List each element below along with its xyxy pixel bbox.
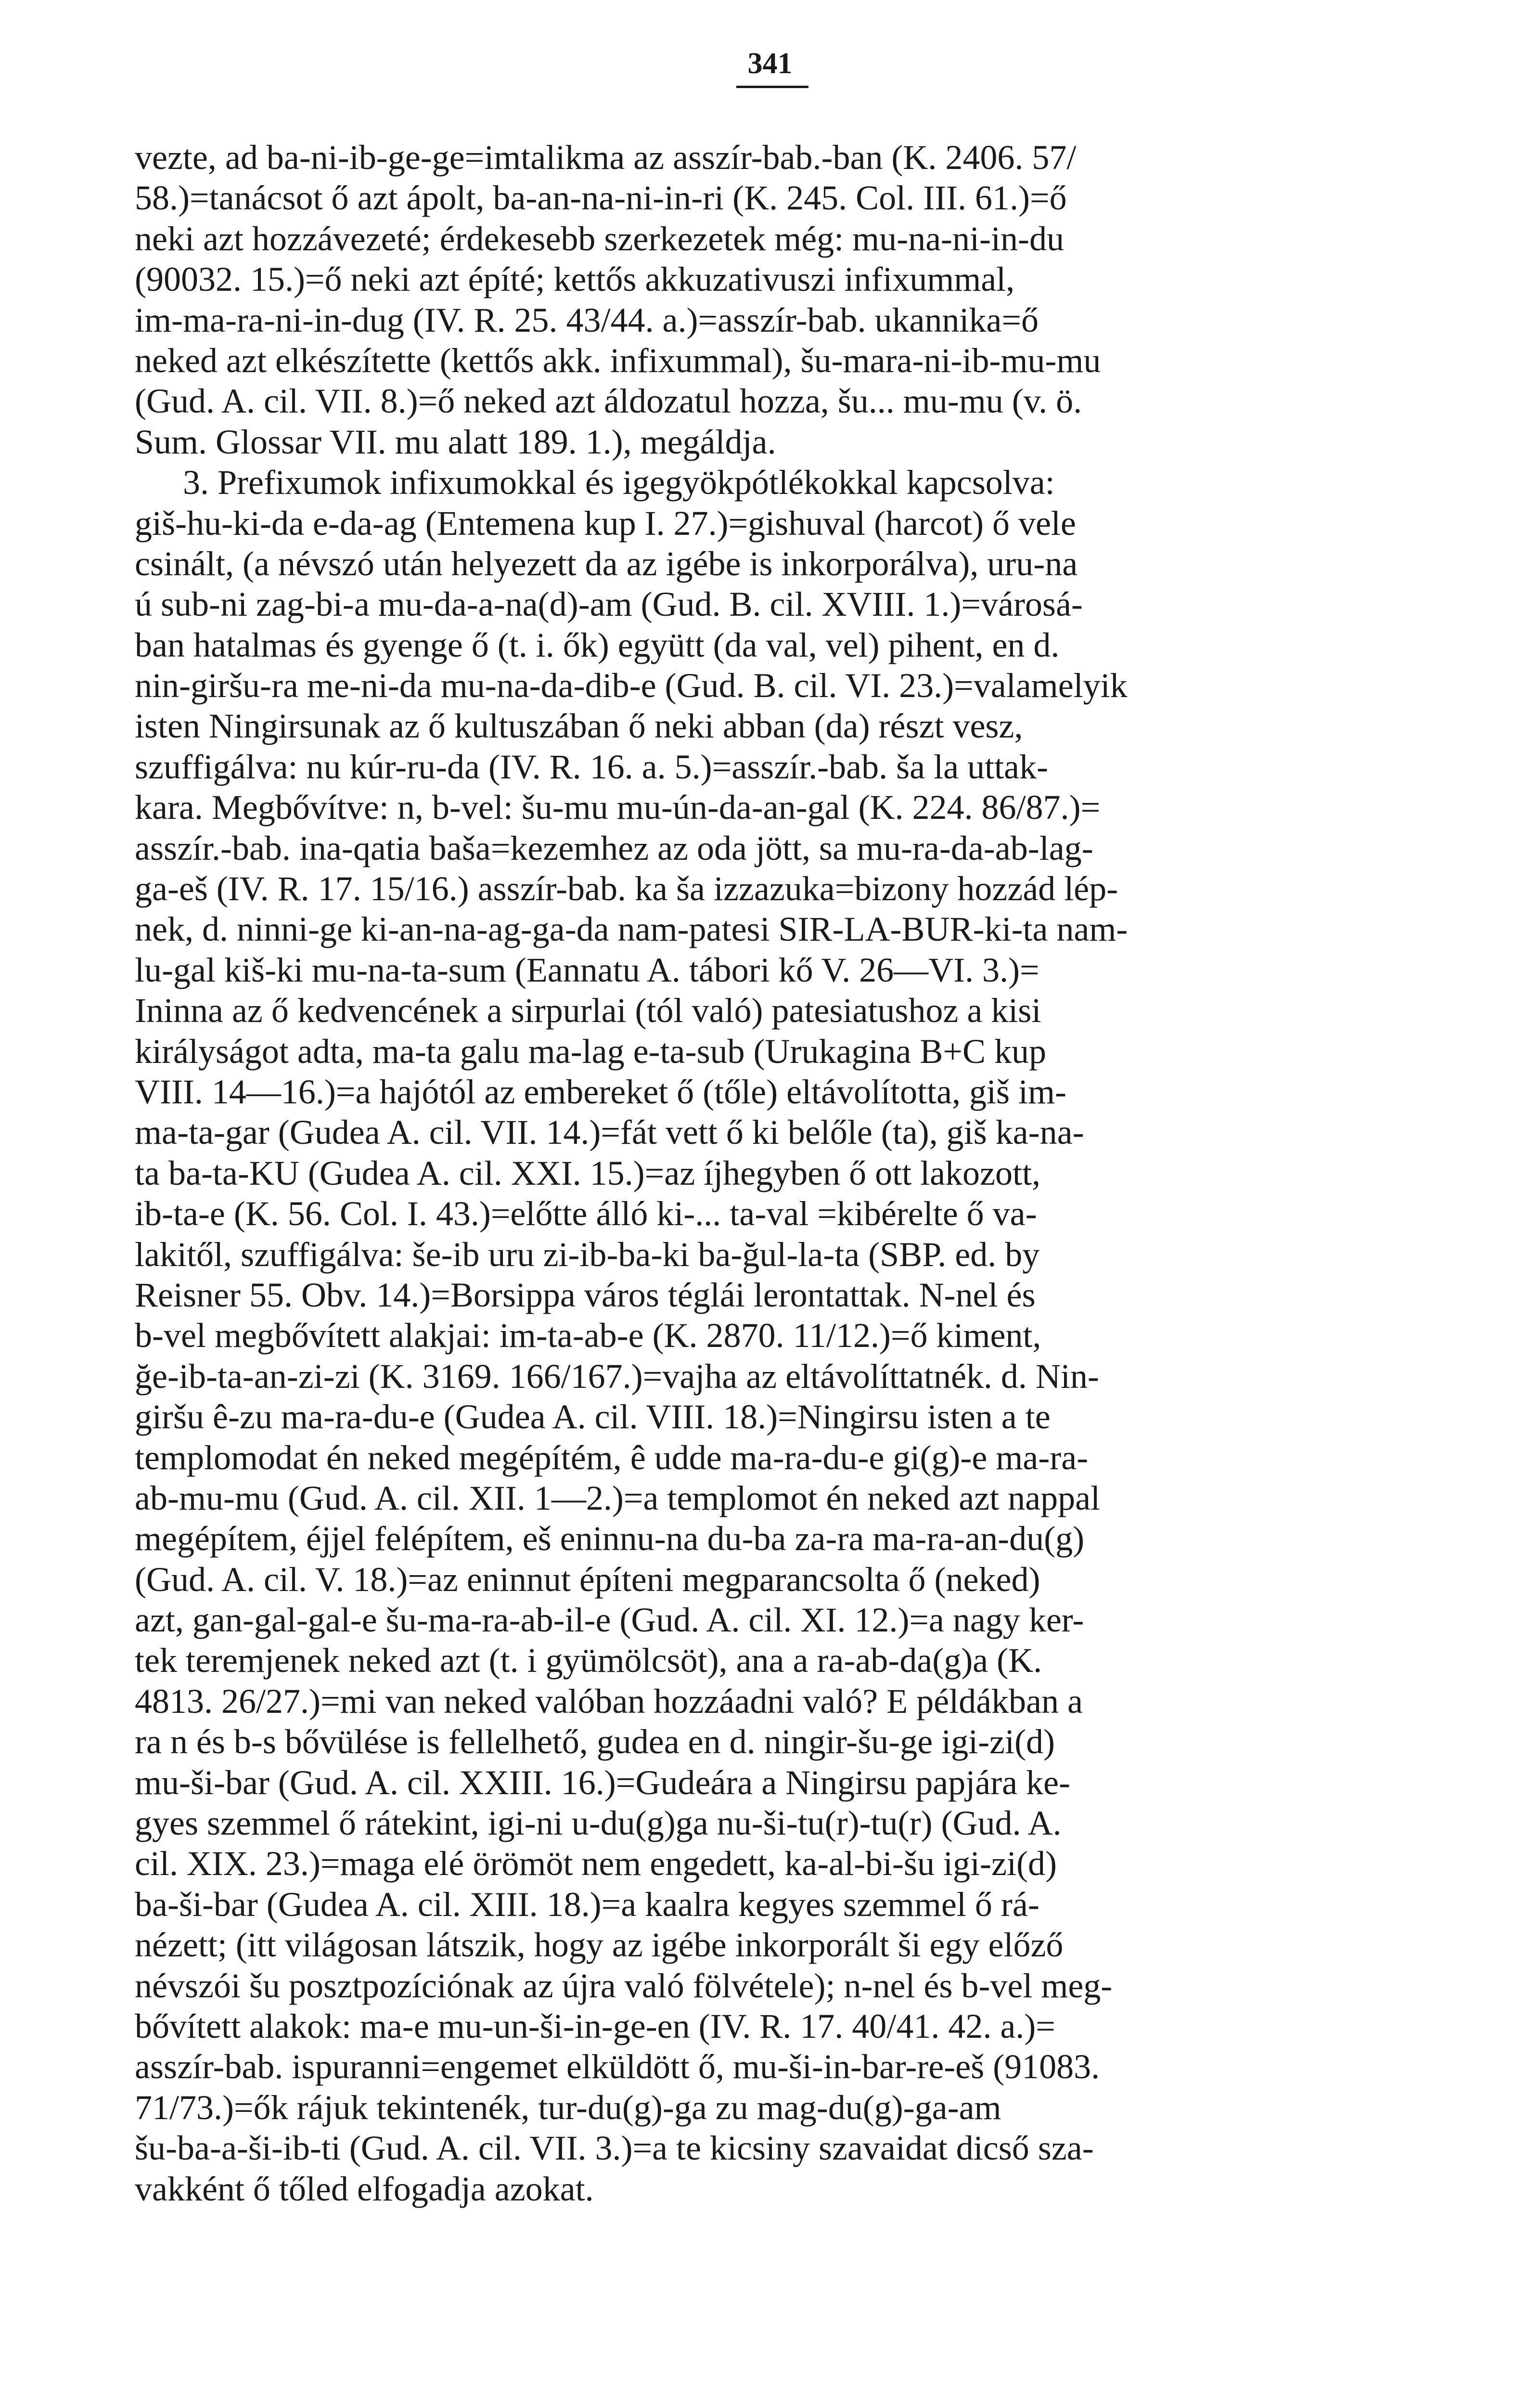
text-line: ğe-ib-ta-an-zi-zi (K. 3169. 166/167.)=vajha az eltávolíttatnék. d. Nin- [135, 1357, 1099, 1396]
text-line: nézett; (itt világosan látszik, hogy az igébe inkorporált ši egy előző [135, 1926, 1064, 1965]
text-line: ba-ši-bar (Gudea A. cil. XIII. 18.)=a kaalra kegyes szemmel ő rá- [135, 1885, 1040, 1924]
text-line [135, 2209, 1410, 2250]
text-line: Ininna az ő kedvencének a sirpurlai (tól való) patesiatushoz a kisi [135, 991, 1041, 1030]
text-line: mu-ši-bar (Gud. A. cil. XXIII. 16.)=Gudeára a Ningirsu papjára ke- [135, 1763, 1070, 1802]
text-line: 4813. 26/27.)=mi van neked valóban hozzáadni való? E példákban a [135, 1682, 1083, 1721]
text-line: b-vel megbővített alakjai: im-ta-ab-e (K. 2870. 11/12.)=ő kiment, [135, 1316, 1041, 1355]
text-line: ta ba-ta-KU (Gudea A. cil. XXI. 15.)=az íjhegyben ő ott lakozott, [135, 1153, 1041, 1192]
text-line: im-ma-ra-ni-in-dug (IV. R. 25. 43/44. a.)=asszír-bab. ukannika=ő [135, 300, 1039, 339]
text-line: Reisner 55. Obv. 14.)=Borsippa város téglái lerontattak. N-nel és [135, 1275, 1036, 1314]
page-number: 341 [747, 47, 793, 80]
text-line: szuffigálva: nu kúr-ru-da (IV. R. 16. a. 5.)=asszír.-bab. ša la uttak- [135, 747, 1048, 786]
text-line: giš-hu-ki-da e-da-ag (Entemena kup I. 27.)=gishuval (harcot) ő vele [135, 504, 1076, 543]
text-line: névszói šu posztpozíciónak az újra való fölvétele); n-nel és b-vel meg- [135, 1966, 1113, 2005]
text-line: lakitől, szuffigálva: še-ib uru zi-ib-ba-ki ba-ğul-la-ta (SBP. ed. by [135, 1235, 1040, 1274]
text-line: (Gud. A. cil. V. 18.)=az eninnut építeni megparancsolta ő (neked) [135, 1560, 1040, 1599]
text-line: šu-ba-a-ši-ib-ti (Gud. A. cil. VII. 3.)=a te kicsiny szavaidat dicső sza- [135, 2129, 1094, 2168]
text-line: nin-giršu-ra me-ni-da mu-na-da-dib-e (Gud. B. cil. VI. 23.)=valamelyik [135, 666, 1128, 705]
text-line: asszír.-bab. ina-qatia baša=kezemhez az oda jött, sa mu-ra-da-ab-lag- [135, 828, 1093, 867]
text-line: ab-mu-mu (Gud. A. cil. XII. 1—2.)=a templomot én neked azt nappal [135, 1478, 1101, 1517]
text-line: giršu ê-zu ma-ra-du-e (Gudea A. cil. VIII. 18.)=Ningirsu isten a te [135, 1398, 1051, 1436]
text-line: neki azt hozzávezeté; érdekesebb szerkezetek még: mu-na-ni-in-du [135, 219, 1064, 258]
text-line: megépítem, éjjel felépítem, eš eninnu-na du-ba za-ra ma-ra-an-du(g) [135, 1519, 1085, 1558]
text-line: kara. Megbővítve: n, b-vel: šu-mu mu-ún-da-an-gal (K. 224. 86/87.)= [135, 788, 1101, 827]
text-line: templomodat én neked megépítém, ê udde ma-ra-du-e gi(g)-e ma-ra- [135, 1438, 1089, 1477]
text-line: neked azt elkészítette (kettős akk. infixummal), šu-mara-ni-ib-mu-mu [135, 341, 1101, 380]
text-line: nek, d. ninni-ge ki-an-na-ag-ga-da nam-patesi SIR-LA-BUR-ki-ta nam- [135, 910, 1128, 949]
body-text [135, 137, 1410, 2250]
text-line: Sum. Glossar VII. mu alatt 189. 1.), megáldja. [135, 422, 776, 461]
text-line: (90032. 15.)=ő neki azt építé; kettős akkuzativuszi infixummal, [135, 260, 1015, 299]
text-line: ra n és b-s bővülése is fellelhető, gudea en d. ningir-šu-ge igi-zi(d) [135, 1722, 1055, 1761]
text-line: vakként ő tőled elfogadja azokat. [135, 2169, 594, 2208]
text-line: asszír-bab. ispuranni=engemet elküldött ő, mu-ši-in-bar-re-eš (91083. [135, 2047, 1100, 2086]
text-line: cil. XIX. 23.)=maga elé örömöt nem engedett, ka-al-bi-šu igi-zi(d) [135, 1844, 1057, 1883]
text-line: királyságot adta, ma-ta galu ma-lag e-ta-sub (Urukagina B+C kup [135, 1032, 1047, 1071]
section-heading-line: 3. Prefixumok infixumokkal és igegyökpótlékokkal kapcsolva: [183, 463, 1055, 502]
text-line: ú sub-ni zag-bi-a mu-da-a-na(d)-am (Gud. B. cil. XVIII. 1.)=városá- [135, 585, 1083, 624]
text-line: gyes szemmel ő rátekint, igi-ni u-du(g)ga nu-ši-tu(r)-tu(r) (Gud. A. [135, 1804, 1062, 1843]
text-line: ga-eš (IV. R. 17. 15/16.) asszír-bab. ka ša izzazuka=bizony hozzád lép- [135, 869, 1118, 908]
text-line: ma-ta-gar (Gudea A. cil. VII. 14.)=fát vett ő ki belőle (ta), giš ka-na- [135, 1113, 1084, 1152]
text-line: vezte, ad ba-ni-ib-ge-ge=imtalikma az asszír-bab.-ban (K. 2406. 57/ [135, 138, 1077, 177]
text-line: ban hatalmas és gyenge ő (t. i. ők) együtt (da val, vel) pihent, en d. [135, 625, 1060, 664]
text-line: (Gud. A. cil. VII. 8.)=ő neked azt áldozatul hozza, šu... mu-mu (v. ö. [135, 382, 1082, 421]
text-line: 71/73.)=ők rájuk tekintenék, tur-du(g)-ga zu mag-du(g)-ga-am [135, 2088, 1001, 2127]
text-line: ib-ta-e (K. 56. Col. I. 43.)=előtte álló ki-... ta-val =kibérelte ő va- [135, 1194, 1037, 1233]
text-line: lu-gal kiš-ki mu-na-ta-sum (Eannatu A. tábori kő V. 26—VI. 3.)= [135, 950, 1040, 989]
page-number-rule [736, 86, 808, 88]
text-line: csinált, (a névszó után helyezett da az igébe is inkorporálva), uru-na [135, 544, 1078, 583]
text-line: azt, gan-gal-gal-e šu-ma-ra-ab-il-e (Gud. A. cil. XI. 12.)=a nagy ker- [135, 1601, 1084, 1640]
text-line: 58.)=tanácsot ő azt ápolt, ba-an-na-ni-in-ri (K. 245. Col. III. 61.)=ő [135, 179, 1067, 218]
text-line: VIII. 14—16.)=a hajótól az embereket ő (tőle) eltávolította, giš im- [135, 1072, 1066, 1111]
text-line: tek teremjenek neked azt (t. i gyümölcsöt), ana a ra-ab-da(g)a (K. [135, 1641, 1042, 1680]
text-line: bővített alakok: ma-e mu-un-ši-in-ge-en (IV. R. 17. 40/41. 42. a.)= [135, 2006, 1055, 2045]
text-line: isten Ningirsunak az ő kultuszában ő neki abban (da) részt vesz, [135, 707, 1023, 746]
